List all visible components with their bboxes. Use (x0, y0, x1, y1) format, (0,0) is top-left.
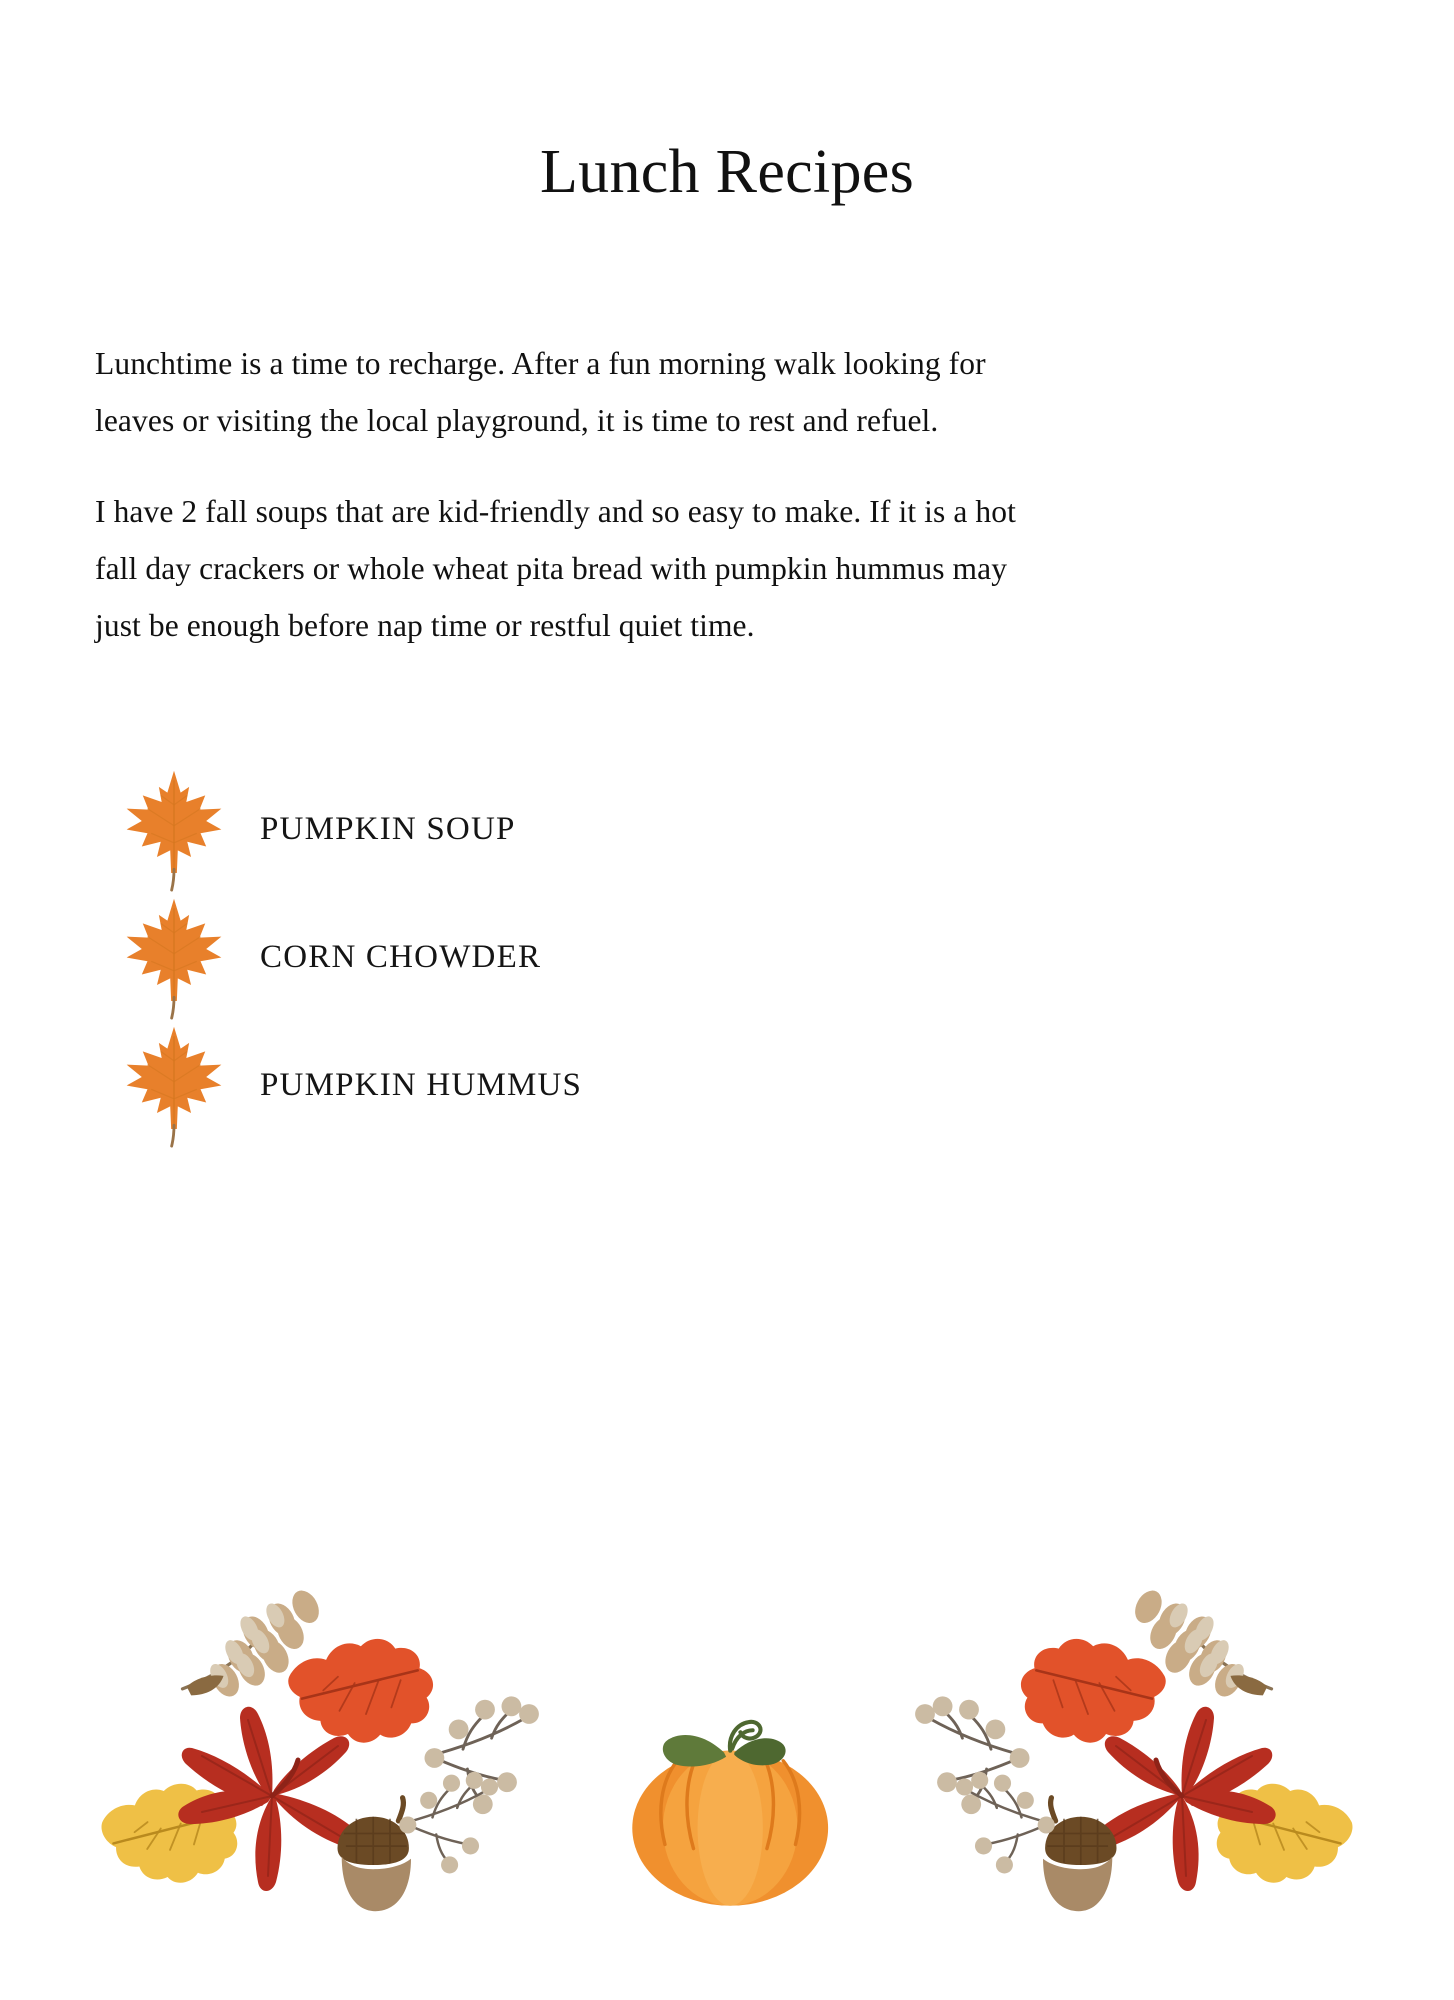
list-item[interactable] (120, 893, 1020, 1021)
pumpkin-icon (632, 1722, 828, 1906)
maple-leaf-icon (120, 895, 228, 1020)
paragraph-soups: I have 2 fall soups that are kid-friendly and so easy to make. If it is a hot fall day crackers or whole wheat pita bread with pumpkin hummus may just be enough before nap time or restful quiet time. (95, 494, 1016, 643)
orange-oak-leaf-icon (1016, 1633, 1170, 1750)
body-text (95, 335, 1045, 654)
recipe-label: CORN CHOWDER (260, 938, 542, 975)
paragraph-intro: Lunchtime is a time to recharge. After a fun morning walk looking for leaves or visiting the local playground, it is time to rest and refuel. (95, 346, 986, 438)
berry-branch-icon (399, 1772, 498, 1874)
acorn-icon (338, 1798, 412, 1911)
acorn-icon (1043, 1798, 1117, 1911)
list-item[interactable] (120, 1021, 1020, 1149)
recipe-list (120, 765, 1020, 1149)
maple-leaf-icon (120, 767, 228, 892)
recipe-label: PUMPKIN HUMMUS (260, 1066, 583, 1103)
page-title: Lunch Recipes (539, 137, 915, 206)
orange-oak-leaf-icon (285, 1633, 439, 1750)
list-item[interactable] (120, 765, 1020, 893)
maple-leaf-icon (120, 1023, 228, 1148)
recipe-label: PUMPKIN SOUP (260, 810, 516, 847)
berry-branch-icon (956, 1772, 1055, 1874)
footer-decoration (0, 1560, 1454, 1980)
